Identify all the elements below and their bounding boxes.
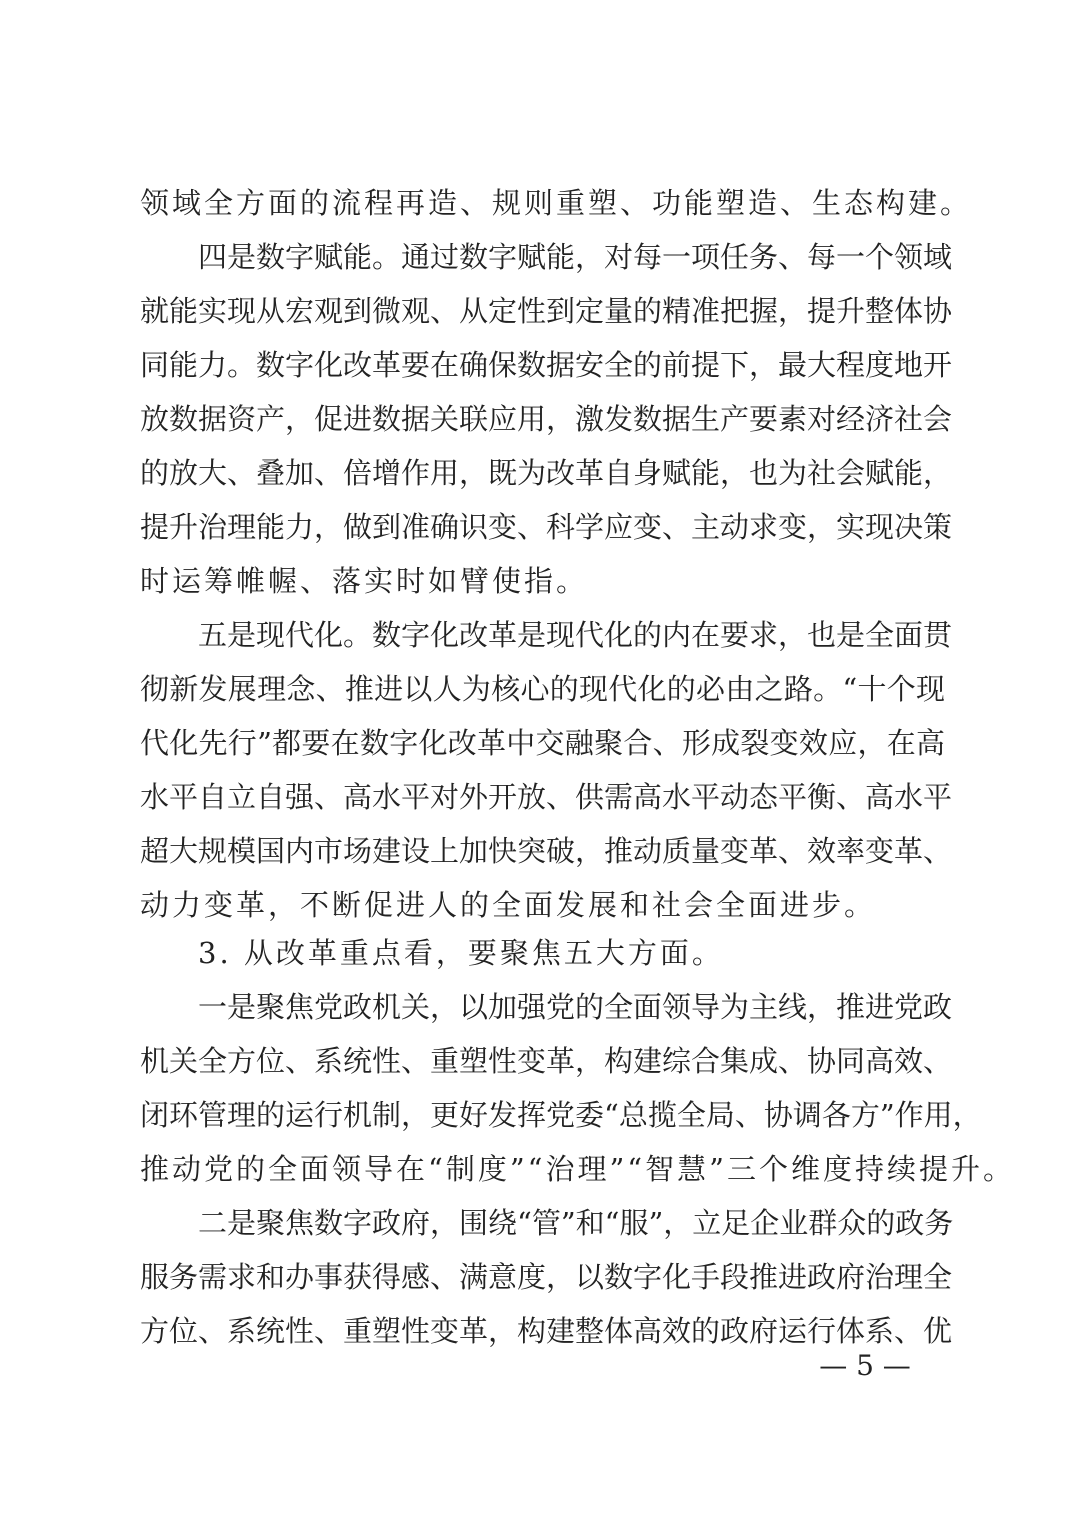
body-text-line: 推动党的全面领导在“制度”“治理”“智慧”三个维度持续提升。 xyxy=(140,1152,1015,1186)
body-text-line: 就能实现从宏观到微观、从定性到定量的精准把握，提升整体协 xyxy=(140,294,953,328)
body-text-line: 时运筹帷幄、落实时如臂使指。 xyxy=(140,564,589,598)
body-text-line: 闭环管理的运行机制，更好发挥党委“总揽全局、协调各方”作用， xyxy=(140,1098,982,1132)
body-text-line: 方位、系统性、重塑性变革，构建整体高效的政府运行体系、优 xyxy=(140,1314,953,1348)
section-heading: 3. 从改革重点看，要聚焦五大方面。 xyxy=(198,936,724,970)
body-text-line: 代化先行”都要在数字化改革中交融聚合、形成裂变效应，在高 xyxy=(140,726,945,760)
paragraph-first-line: 五是现代化。数字化改革是现代化的内在要求，也是全面贯 xyxy=(198,618,953,652)
paragraph-first-line: 四是数字赋能。通过数字赋能，对每一项任务、每一个领域 xyxy=(198,240,953,274)
body-text-line: 机关全方位、系统性、重塑性变革，构建综合集成、协同高效、 xyxy=(140,1044,953,1078)
body-text-line: 服务需求和办事获得感、满意度，以数字化手段推进政府治理全 xyxy=(140,1260,953,1294)
paragraph-first-line: 一是聚焦党政机关，以加强党的全面领导为主线，推进党政 xyxy=(198,990,953,1024)
body-text-line: 水平自立自强、高水平对外开放、供需高水平动态平衡、高水平 xyxy=(140,780,953,814)
body-text-line: 提升治理能力，做到准确识变、科学应变、主动求变，实现决策 xyxy=(140,510,953,544)
page-number: — 5 — xyxy=(819,1349,911,1382)
paragraph-first-line: 二是聚焦数字政府，围绕“管”和“服”，立足企业群众的政务 xyxy=(198,1206,954,1240)
body-text-line: 超大规模国内市场建设上加快突破，推动质量变革、效率变革、 xyxy=(140,834,953,868)
body-text-line: 领域全方面的流程再造、规则重塑、功能塑造、生态构建。 xyxy=(140,186,973,220)
body-text-line: 的放大、叠加、倍增作用，既为改革自身赋能，也为社会赋能， xyxy=(140,456,953,490)
body-text-line: 动力变革，不断促进人的全面发展和社会全面进步。 xyxy=(140,888,877,922)
body-text-line: 放数据资产，促进数据关联应用，激发数据生产要素对经济社会 xyxy=(140,402,953,436)
body-text-line: 同能力。数字化改革要在确保数据安全的前提下，最大程度地开 xyxy=(140,348,953,382)
body-text-line: 彻新发展理念、推进以人为核心的现代化的必由之路。“十个现 xyxy=(140,672,945,706)
